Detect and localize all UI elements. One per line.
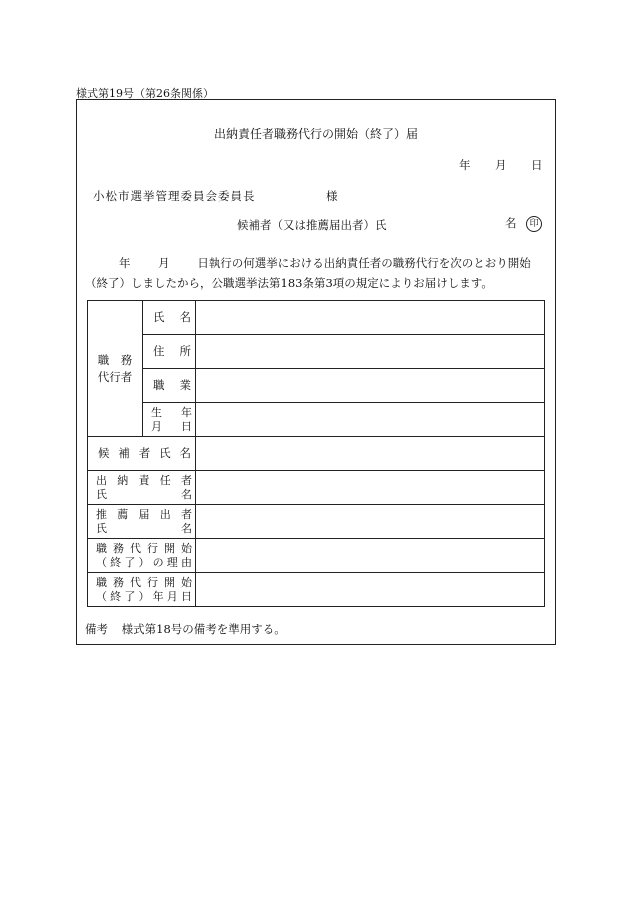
remarks-text: 様式第18号の備考を準用する。 bbox=[121, 622, 286, 636]
row-label-address: 住 所 bbox=[143, 335, 196, 369]
declaration-month: 月 bbox=[158, 256, 170, 270]
table-row bbox=[88, 335, 545, 369]
seal-mark: 印 bbox=[526, 216, 542, 232]
row-label-birthdate: 生 年 月 日 bbox=[143, 403, 196, 437]
table-row bbox=[88, 437, 545, 471]
table-row bbox=[88, 403, 545, 437]
input-treasurer-name[interactable] bbox=[196, 471, 545, 505]
submitter-name-label: 名 bbox=[505, 216, 517, 230]
declaration-body: 日執行の何選挙における出納責任者の職務代行を次のとおり開始（終了）しましたから，公職選挙法第183条第3項の規定によりお届けします。 bbox=[85, 256, 531, 290]
group-label-line1: 職 務 bbox=[97, 352, 133, 367]
group-label-line2: 代行者 bbox=[97, 369, 133, 384]
input-address[interactable] bbox=[196, 335, 545, 369]
form-title: 出納責任者職務代行の開始（終了）届 bbox=[213, 127, 418, 141]
input-reason[interactable] bbox=[196, 539, 545, 573]
group-label-cell bbox=[88, 301, 143, 437]
date-month: 月 bbox=[495, 158, 507, 172]
table-row bbox=[88, 301, 545, 335]
row-label-date: 職 務 代 行 開 始 （ 終 了 ） 年 月 日 bbox=[88, 573, 196, 607]
addressee-honorific: 様 bbox=[326, 189, 338, 203]
declaration-text bbox=[85, 253, 545, 293]
remarks-label: 備考 bbox=[85, 622, 108, 636]
table-row bbox=[88, 471, 545, 505]
row-label-treasurer-name: 出 納 責 任 者 氏 名 bbox=[88, 471, 196, 505]
details-table bbox=[87, 300, 545, 607]
submitter-name-field bbox=[505, 215, 542, 232]
form-frame bbox=[76, 99, 556, 645]
form-number: 様式第19号（第26条関係） bbox=[76, 87, 214, 100]
row-label-name: 氏 名 bbox=[143, 301, 196, 335]
date-day: 日 bbox=[531, 158, 543, 172]
addressee-name: 小松市選挙管理委員会委員長 bbox=[93, 189, 256, 203]
input-candidate-name[interactable] bbox=[196, 437, 545, 471]
input-nominator-name[interactable] bbox=[196, 505, 545, 539]
table-row bbox=[88, 505, 545, 539]
submitter-label: 候補者（又は推薦届出者）氏 bbox=[237, 218, 387, 232]
row-label-occupation: 職 業 bbox=[143, 369, 196, 403]
row-label-nominator-name: 推 薦 届 出 者 氏 名 bbox=[88, 505, 196, 539]
input-birthdate[interactable] bbox=[196, 403, 545, 437]
declaration-year: 年 bbox=[119, 256, 131, 270]
row-label-candidate-name: 候 補 者 氏 名 bbox=[88, 437, 196, 471]
input-date[interactable] bbox=[196, 573, 545, 607]
table-row bbox=[88, 539, 545, 573]
table-row bbox=[88, 369, 545, 403]
row-label-reason: 職 務 代 行 開 始 （ 終 了 ） の 理 由 bbox=[88, 539, 196, 573]
remarks bbox=[85, 621, 286, 637]
date-year: 年 bbox=[459, 158, 471, 172]
input-name[interactable] bbox=[196, 301, 545, 335]
table-row bbox=[88, 573, 545, 607]
input-occupation[interactable] bbox=[196, 369, 545, 403]
